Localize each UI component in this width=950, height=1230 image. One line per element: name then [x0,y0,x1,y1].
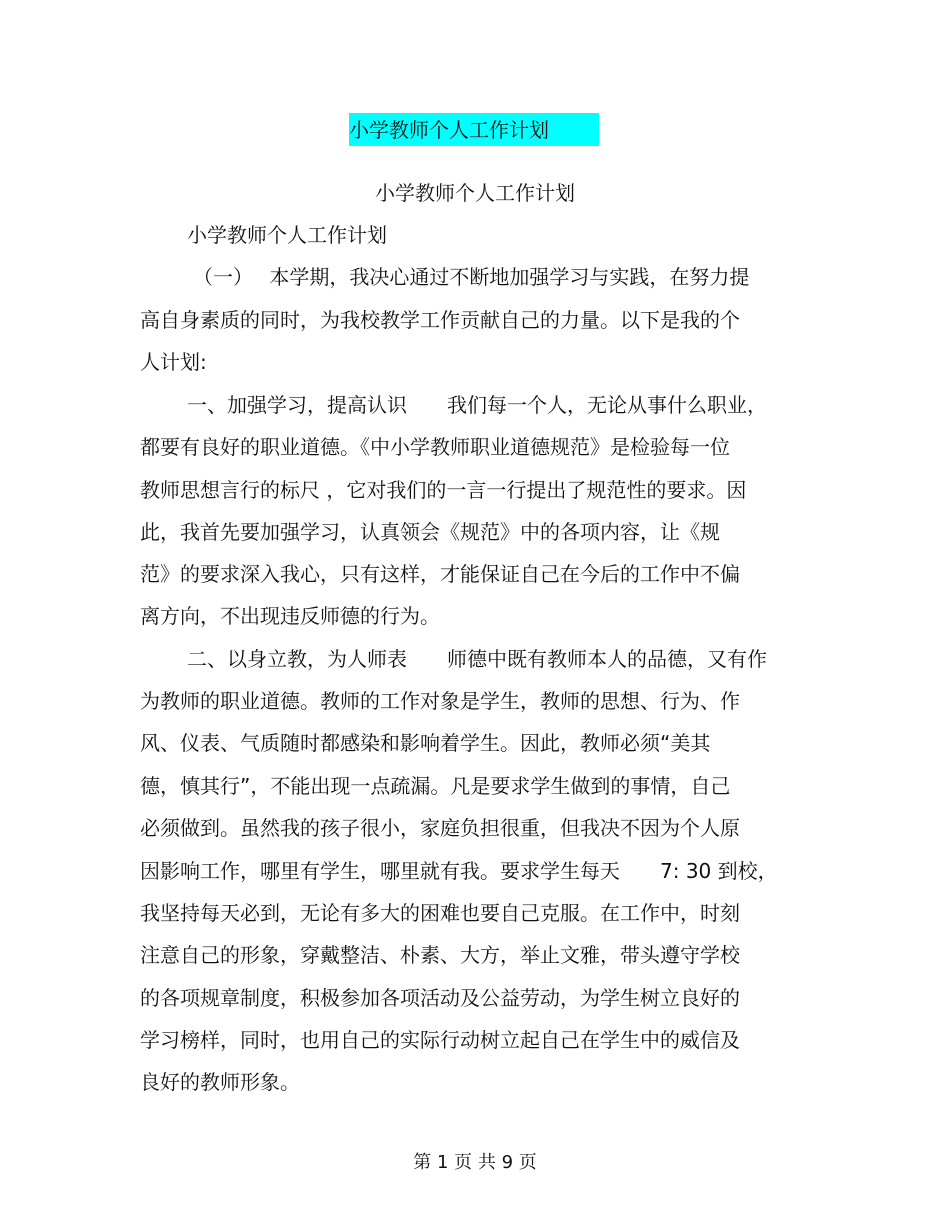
body-line: 教师思想言行的标尺 ，它对我们的一言一行提出了规范性的要求。因 [140,478,747,502]
body-line: 注意自己的形象，穿戴整洁、朴素、大方，举止文雅，带头遵守学校 [140,943,740,967]
body-line: 因影响工作，哪里有学生，哪里就有我。要求学生每天 7: 30 到校， [140,859,778,883]
body-line: 良好的教师形象。 [140,1070,300,1094]
footer-mid: 页 共 [454,1152,496,1173]
body-line: 风、仪表、气质随时都感染和影响着学生。因此，教师必须“美其 [140,731,711,755]
footer-prefix: 第 [413,1152,432,1173]
body-line: 都要有良好的职业道德。《中小学教师职业道德规范》是检验每一位 [140,435,730,459]
footer-current-page: 1 [436,1152,449,1173]
body-line: 我坚持每天必到，无论有多大的困难也要自己克服。在工作中，时刻 [140,901,740,925]
body-line: 学习榜样，同时，也用自己的实际行动树立起自己在学生中的威信及 [140,1028,740,1052]
body-line: 高自身素质的同时，为我校教学工作贡献自己的力量。以下是我的个 [140,308,740,332]
body-line: 的各项规章制度，积极参加各项活动及公益劳动，为学生树立良好的 [140,986,740,1010]
body-line: 德，慎其行”，不能出现一点疏漏。凡是要求学生做到的事情，自己 [140,774,731,798]
body-line: 为教师的职业道德。教师的工作对象是学生，教师的思想、行为、作 [140,689,740,713]
footer-suffix: 页 [518,1152,537,1173]
body-line: 必须做到。虽然我的孩子很小，家庭负担很重，但我决不因为个人原 [140,816,740,840]
body-line: （一） 本学期，我决心通过不断地加强学习与实践，在努力提 [193,265,750,289]
footer-total-pages: 9 [501,1152,514,1173]
body-line: 此，我首先要加强学习，认真领会《规范》中的各项内容，让《规 [140,520,720,544]
body-line: 一、加强学习，提高认识 我们每一个人，无论从事什么职业， [187,393,767,417]
body-line: 离方向，不出现违反师德的行为。 [140,604,440,628]
document-subtitle: 小学教师个人工作计划 [375,181,575,205]
body-line: 小学教师个人工作计划 [187,223,387,247]
body-line: 范》的要求深入我心，只有这样，才能保证自己在今后的工作中不偏 [140,562,740,586]
body-line: 二、以身立教，为人师表 师德中既有教师本人的品德，又有作 [187,647,767,671]
document-heading: 小学教师个人工作计划 [349,118,549,142]
body-line: 人计划: [140,350,207,374]
page-number-footer [0,1150,950,1176]
